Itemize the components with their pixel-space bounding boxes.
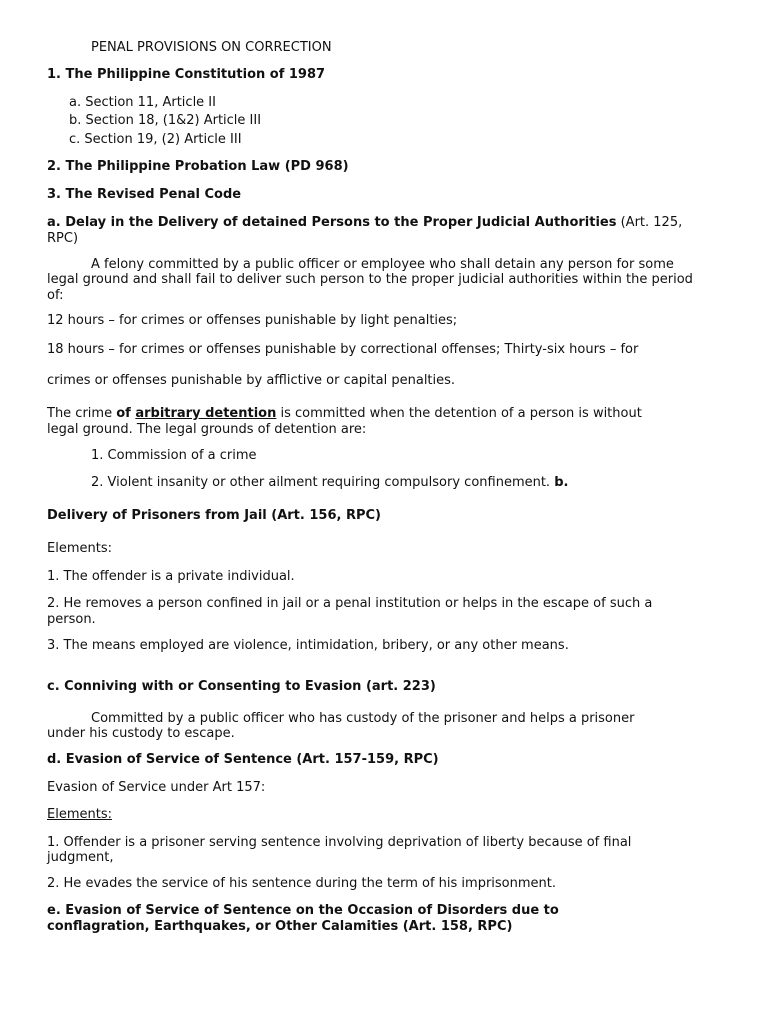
paragraph-line: Committed by a public officer who has custody of the prisoner and helps a prisoner — [91, 711, 635, 726]
subsection-e-heading: e. Evasion of Service of Sentence on the Occasion of Disorders due to — [47, 903, 559, 918]
elements-label: Elements: — [47, 807, 112, 822]
text-span: The crime — [47, 406, 117, 421]
subsection-a-ref-cont: RPC) — [47, 231, 79, 246]
paragraph-line: legal ground. The legal grounds of detention are: — [47, 422, 367, 437]
paragraph-line: legal ground and shall fail to deliver such person to the proper judicial authorities within the period — [47, 272, 693, 287]
ground-item — [91, 475, 568, 491]
text-span: of — [116, 406, 136, 421]
text-span: 2. Violent insanity or other ailment requiring compulsory confinement. — [91, 475, 555, 490]
subsection-c-heading: c. Conniving with or Consenting to Evasion (art. 223) — [47, 679, 436, 694]
ground-item: 1. Commission of a crime — [91, 448, 257, 463]
arbitrary-detention-term: arbitrary detention — [135, 406, 277, 421]
subsection-d-subheading: Evasion of Service under Art 157: — [47, 780, 266, 795]
subsection-d-heading: d. Evasion of Service of Sentence (Art. 157-159, RPC) — [47, 752, 439, 767]
period-12-hours: 12 hours – for crimes or offenses punishable by light penalties; — [47, 313, 458, 328]
element-item: 1. Offender is a prisoner serving sentence involving deprivation of liberty because of final — [47, 835, 632, 850]
element-item: 3. The means employed are violence, intimidation, bribery, or any other means. — [47, 638, 569, 653]
subsection-a-heading — [47, 215, 682, 231]
period-18-hours: 18 hours – for crimes or offenses punishable by correctional offenses; Thirty-six hours – for — [47, 342, 639, 357]
element-item: 2. He removes a person confined in jail or a penal institution or helps in the escape of such a — [47, 596, 653, 611]
text-span: is committed when the detention of a person is without — [276, 406, 642, 421]
section-1-heading: 1. The Philippine Constitution of 1987 — [47, 67, 326, 82]
paragraph-line: under his custody to escape. — [47, 726, 235, 741]
paragraph-line: A felony committed by a public officer or employee who shall detain any person for some — [91, 257, 674, 272]
section-2-heading: 2. The Philippine Probation Law (PD 968) — [47, 159, 349, 174]
subsection-a-ref: (Art. 125, — [616, 215, 683, 230]
list-item: c. Section 19, (2) Article III — [69, 132, 242, 147]
element-item-cont: person. — [47, 612, 96, 627]
subsection-a-title: a. Delay in the Delivery of detained Persons to the Proper Judicial Authorities — [47, 215, 617, 230]
list-item: a. Section 11, Article II — [69, 95, 216, 110]
element-item: 2. He evades the service of his sentence during the term of his imprisonment. — [47, 876, 557, 891]
paragraph-line: of: — [47, 288, 64, 303]
page-title: PENAL PROVISIONS ON CORRECTION — [91, 40, 332, 55]
section-3-heading: 3. The Revised Penal Code — [47, 187, 242, 202]
subsection-e-heading-cont: conflagration, Earthquakes, or Other Calamities (Art. 158, RPC) — [47, 919, 513, 934]
arbitrary-detention-line — [47, 406, 642, 422]
element-item: 1. The offender is a private individual. — [47, 569, 295, 584]
list-item: b. Section 18, (1&2) Article III — [69, 113, 262, 128]
subsection-b-letter: b. — [554, 475, 569, 490]
element-item-cont: judgment, — [47, 850, 114, 865]
subsection-b-heading: Delivery of Prisoners from Jail (Art. 156, RPC) — [47, 508, 381, 523]
elements-label: Elements: — [47, 541, 112, 556]
period-36-hours: crimes or offenses punishable by afflictive or capital penalties. — [47, 373, 456, 388]
